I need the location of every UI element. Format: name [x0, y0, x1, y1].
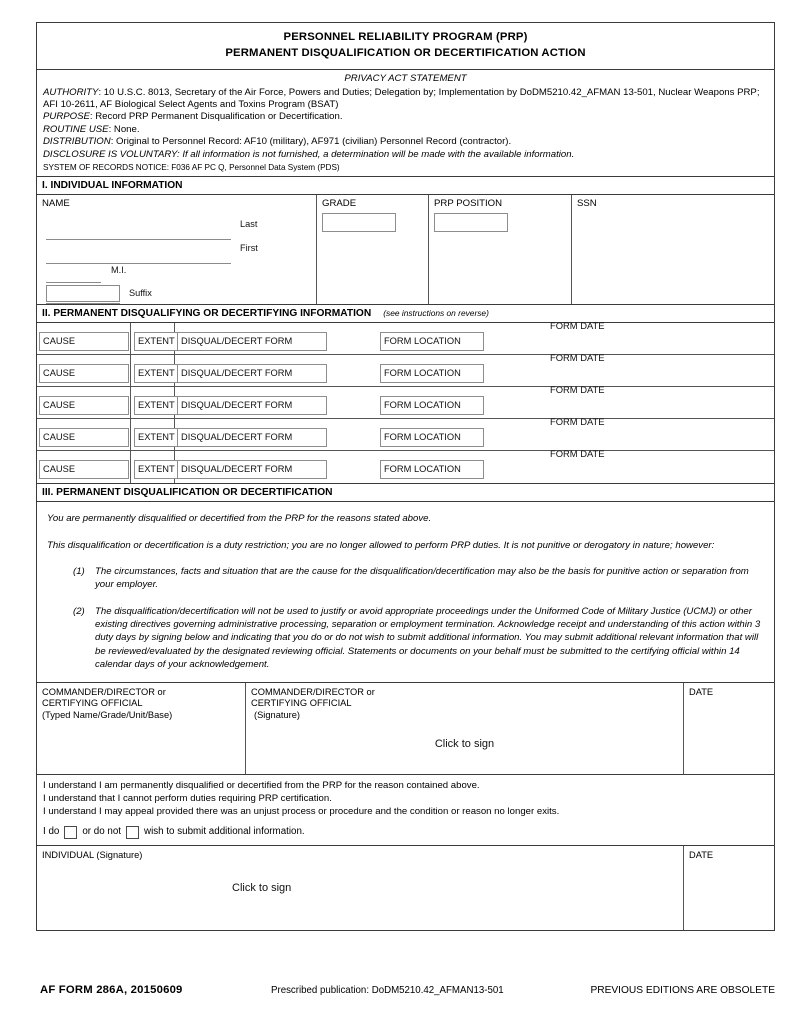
middle-initial-tag: M.I. — [111, 265, 127, 276]
row-divider-1 — [130, 451, 131, 483]
individual-click-to-sign-button[interactable]: Click to sign — [232, 882, 292, 895]
grade-label: GRADE — [322, 198, 357, 210]
form-location-input[interactable]: FORM LOCATION — [380, 428, 484, 447]
section-3-item-1 — [47, 565, 764, 592]
commander-signature-row — [37, 683, 774, 775]
row-divider-1 — [130, 355, 131, 386]
name-fields-area — [37, 195, 316, 304]
privacy-routine-use-label: ROUTINE USE — [43, 123, 109, 135]
acknowledgment-line-3: I understand I may appeal provided there was an unjust process or procedure and the condition or reason no longer exits. — [43, 806, 560, 818]
privacy-purpose-text: : Record PRP Permanent Disqualification or Decertification. — [89, 111, 343, 123]
section-2-heading-note: (see instructions on reverse) — [383, 308, 489, 319]
privacy-records-notice: SYSTEM OF RECORDS NOTICE: F036 AF PC Q, Personnel Data System (PDS) — [43, 162, 340, 172]
first-name-input[interactable] — [46, 263, 231, 264]
name-cell — [37, 195, 317, 304]
commander-signature-cell[interactable] — [246, 683, 684, 774]
footer-prescribed-publication: Prescribed publication: DoDM5210.42_AFMAN13-501 — [271, 985, 504, 996]
suffix-underline — [46, 303, 120, 304]
privacy-authority-label: AUTHORITY — [43, 86, 99, 98]
extent-input[interactable]: EXTENT — [134, 396, 200, 415]
choice-prefix-label: I do — [43, 826, 60, 838]
form-date-label: FORM DATE — [550, 416, 605, 428]
middle-initial-input[interactable] — [46, 282, 101, 283]
section-1-heading: I. INDIVIDUAL INFORMATION — [37, 177, 774, 195]
section-2-heading-text: II. PERMANENT DISQUALIFYING OR DECERTIFYING INFORMATION — [42, 308, 372, 320]
commander-click-to-sign-button[interactable]: Click to sign — [434, 737, 495, 750]
form-location-input[interactable]: FORM LOCATION — [380, 396, 484, 415]
privacy-routine-use-text: : None. — [108, 123, 140, 135]
section-3-heading: III. PERMANENT DISQUALIFICATION OR DECERTIFICATION — [37, 483, 774, 502]
section-2-rows — [37, 320, 774, 483]
prp-position-cell — [429, 195, 572, 304]
section-3-item-1-text: The circumstances, facts and situation that are the cause for the disqualification/decertification may also be the basis for punitive action or separation from your employer. — [95, 565, 749, 591]
disqual-form-input[interactable]: DISQUAL/DECERT FORM — [177, 332, 327, 351]
cause-input[interactable]: CAUSE — [39, 364, 129, 383]
footer-obsolete-notice: PREVIOUS EDITIONS ARE OBSOLETE — [590, 985, 775, 996]
section-1-row — [37, 195, 774, 305]
section-3-item-1-marker: (1) — [73, 565, 85, 577]
form-title-line-2: PERMANENT DISQUALIFICATION OR DECERTIFICATION ACTION — [225, 46, 586, 59]
prp-position-input[interactable] — [434, 213, 508, 232]
privacy-disclosure-text: : If all information is not furnished, a determination will be made with the available information. — [176, 148, 575, 160]
individual-date-cell[interactable] — [684, 846, 774, 930]
cause-input[interactable]: CAUSE — [39, 396, 129, 415]
individual-signature-cell[interactable] — [37, 846, 684, 930]
privacy-act-statement — [37, 70, 774, 177]
prp-position-label: PRP POSITION — [434, 198, 503, 210]
privacy-disclosure-label: DISCLOSURE IS VOLUNTARY — [43, 148, 177, 160]
privacy-disclosure-line — [43, 149, 768, 161]
form-outer-frame — [36, 22, 775, 931]
row-divider-1 — [130, 419, 131, 450]
form-footer — [36, 984, 775, 1004]
do-not-submit-checkbox[interactable] — [126, 826, 139, 839]
last-name-input[interactable] — [46, 239, 231, 240]
form-location-input[interactable]: FORM LOCATION — [380, 332, 484, 351]
section-3-paragraph-2: This disqualification or decertification is a duty restriction; you are no longer allowed to perform PRP duties. It is not punitive or derogatory in nature; however: — [47, 539, 715, 551]
table-row — [37, 384, 774, 419]
individual-signature-label: INDIVIDUAL (Signature) — [42, 850, 143, 861]
extent-input[interactable]: EXTENT — [134, 332, 200, 351]
form-date-label: FORM DATE — [550, 352, 605, 364]
ssn-label: SSN — [577, 198, 597, 210]
suffix-input[interactable] — [46, 285, 120, 302]
table-row — [37, 352, 774, 387]
acknowledgment-block — [37, 775, 774, 847]
individual-signature-row — [37, 846, 774, 930]
privacy-purpose-label: PURPOSE — [43, 111, 90, 123]
extent-input[interactable]: EXTENT — [134, 428, 200, 447]
commander-typed-line-1: COMMANDER/DIRECTOR or — [42, 686, 166, 697]
extent-input[interactable]: EXTENT — [134, 460, 200, 479]
commander-typed-name-cell[interactable] — [37, 683, 246, 774]
suffix-tag: Suffix — [129, 288, 152, 299]
cause-input[interactable]: CAUSE — [39, 332, 129, 351]
form-location-input[interactable]: FORM LOCATION — [380, 460, 484, 479]
commander-typed-line-2: CERTIFYING OFFICIAL — [42, 698, 143, 709]
first-name-tag: First — [240, 243, 258, 254]
choice-middle-label: or do not — [82, 826, 122, 838]
table-row — [37, 320, 774, 355]
ssn-cell[interactable] — [572, 195, 774, 304]
acknowledgment-line-1: I understand I am permanently disqualified or decertified from the PRP for the reason contained above. — [43, 779, 480, 791]
commander-date-label: DATE — [689, 686, 714, 697]
cause-input[interactable]: CAUSE — [39, 428, 129, 447]
privacy-purpose-line — [43, 111, 768, 123]
privacy-distribution-line — [43, 136, 768, 148]
commander-sign-line-3: (Signature) — [254, 710, 300, 721]
privacy-routine-use-line — [43, 124, 768, 136]
footer-form-id: AF FORM 286A, 20150609 — [40, 984, 183, 996]
form-date-label: FORM DATE — [550, 320, 605, 332]
form-title-line-1: PERSONNEL RELIABILITY PROGRAM (PRP) — [283, 31, 528, 43]
last-name-tag: Last — [240, 219, 258, 230]
privacy-act-heading: PRIVACY ACT STATEMENT — [344, 73, 467, 84]
commander-date-cell[interactable] — [684, 683, 774, 774]
grade-input[interactable] — [322, 213, 396, 232]
row-divider-1 — [130, 387, 131, 418]
choice-suffix-label: wish to submit additional information. — [144, 826, 305, 838]
acknowledgment-choice-row — [43, 825, 768, 839]
form-date-label: FORM DATE — [550, 384, 605, 396]
section-3-item-2-text: The disqualification/decertification will not be used to justify or avoid appropriate proceedings under the Uniformed Code of Military Justice (UCMJ) or other existing directives governing administrative processing, separation or employment termination. Acknowledge receipt and understanding of this action within 3 duty days by signing below and indicating that you do or do not wish to submit additional information. You may submit additional relevant information that will be reviewed/evaluated by the designated reviewing official. Statements or documents on your behalf must be submitted to the certifying official within 14 calendar days of your acknowledgement. — [95, 605, 761, 671]
table-row — [37, 448, 774, 483]
form-location-input[interactable]: FORM LOCATION — [380, 364, 484, 383]
name-label: NAME — [42, 198, 70, 210]
form-date-label: FORM DATE — [550, 448, 605, 460]
grade-cell — [317, 195, 429, 304]
extent-input[interactable]: EXTENT — [134, 364, 200, 383]
individual-date-label: DATE — [689, 850, 714, 861]
disqual-form-input[interactable]: DISQUAL/DECERT FORM — [177, 396, 327, 415]
disqual-form-input[interactable]: DISQUAL/DECERT FORM — [177, 460, 327, 479]
disqual-form-input[interactable]: DISQUAL/DECERT FORM — [177, 364, 327, 383]
table-row — [37, 416, 774, 451]
commander-sign-line-2: CERTIFYING OFFICIAL — [251, 698, 352, 709]
commander-sign-line-1: COMMANDER/DIRECTOR or — [251, 686, 375, 697]
cause-input[interactable]: CAUSE — [39, 460, 129, 479]
commander-typed-line-3: (Typed Name/Grade/Unit/Base) — [42, 710, 173, 721]
privacy-authority-line — [43, 87, 768, 112]
section-3-body — [37, 502, 774, 682]
row-divider-1 — [130, 323, 131, 354]
section-3-item-2-marker: (2) — [73, 605, 85, 617]
section-2-heading — [37, 305, 774, 323]
privacy-distribution-text: : Original to Personnel Record: AF10 (military), AF971 (civilian) Personnel Record (contractor). — [110, 136, 512, 148]
privacy-authority-text: : 10 U.S.C. 8013, Secretary of the Air Force, Powers and Duties; Delegation by; Implementation by DoDM5210.42_AFMAN 13-501, Nuclear Weapons PRP; AFI 10-2611, AF Biological Select Agents and Toxins Program (BSAT) — [43, 86, 760, 110]
disqual-form-input[interactable]: DISQUAL/DECERT FORM — [177, 428, 327, 447]
acknowledgment-line-2: I understand that I cannot perform duties requiring PRP certification. — [43, 792, 332, 804]
privacy-distribution-label: DISTRIBUTION — [43, 136, 111, 148]
section-3-item-2 — [47, 605, 764, 672]
do-submit-checkbox[interactable] — [64, 826, 77, 839]
form-title-block — [37, 23, 774, 70]
section-3-paragraph-1: You are permanently disqualified or decertified from the PRP for the reasons stated above. — [47, 513, 432, 525]
